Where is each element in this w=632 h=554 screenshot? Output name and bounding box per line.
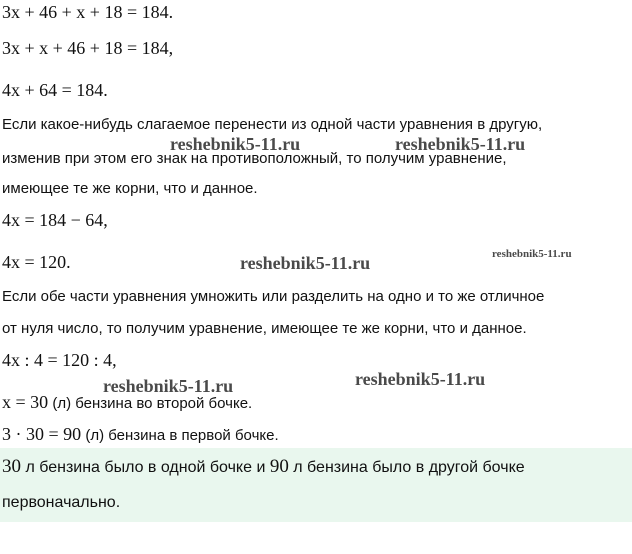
rule-text-line: от нуля число, то получим уравнение, имеющее те же корни, что и данное.	[2, 320, 527, 337]
watermark: reshebnik5-11.ru	[240, 253, 371, 273]
equation-line: 4x : 4 = 120 : 4,	[2, 350, 117, 370]
equation-line: 3x + x + 46 + 18 = 184,	[2, 38, 174, 58]
rule-text-line: Если какое-нибудь слагаемое перенести из одной части уравнения в другую,	[2, 116, 543, 133]
watermark: reshebnik5-11.ru	[170, 134, 301, 154]
answer-line: первоначально.	[2, 494, 121, 511]
answer-number: 30	[2, 456, 21, 477]
result-text: (л) бензина в первой бочке.	[81, 427, 279, 444]
equation-line: 4x = 184 − 64,	[2, 210, 108, 230]
watermark: reshebnik5-11.ru	[492, 248, 572, 260]
watermark: reshebnik5-11.ru	[395, 134, 526, 154]
rule-text-line: Если обе части уравнения умножить или разделить на одно и то же отличное	[2, 288, 545, 305]
answer-line	[2, 456, 525, 478]
answer-text: л бензина было в одной бочке и	[21, 459, 270, 476]
answer-number: 90	[269, 456, 289, 477]
rule-text-line: изменив при этом его знак на противоположный, то получим уравнение,	[2, 150, 507, 167]
watermark: reshebnik5-11.ru	[355, 369, 486, 389]
result-text: (л) бензина во второй бочке.	[48, 395, 253, 412]
rule-text-line: имеющее те же корни, что и данное.	[2, 180, 258, 197]
watermark: reshebnik5-11.ru	[103, 376, 234, 396]
answer-box	[0, 448, 632, 522]
equation-line: 4x = 120.	[2, 252, 71, 272]
answer-text: л бензина было в другой бочке	[288, 459, 525, 476]
equation-line: 3x + 46 + x + 18 = 184.	[2, 2, 174, 22]
result-math: 3 · 30 = 90	[2, 424, 82, 444]
result-math: x = 30	[2, 392, 49, 412]
result-line	[2, 424, 279, 445]
equation-line: 4x + 64 = 184.	[2, 80, 108, 100]
